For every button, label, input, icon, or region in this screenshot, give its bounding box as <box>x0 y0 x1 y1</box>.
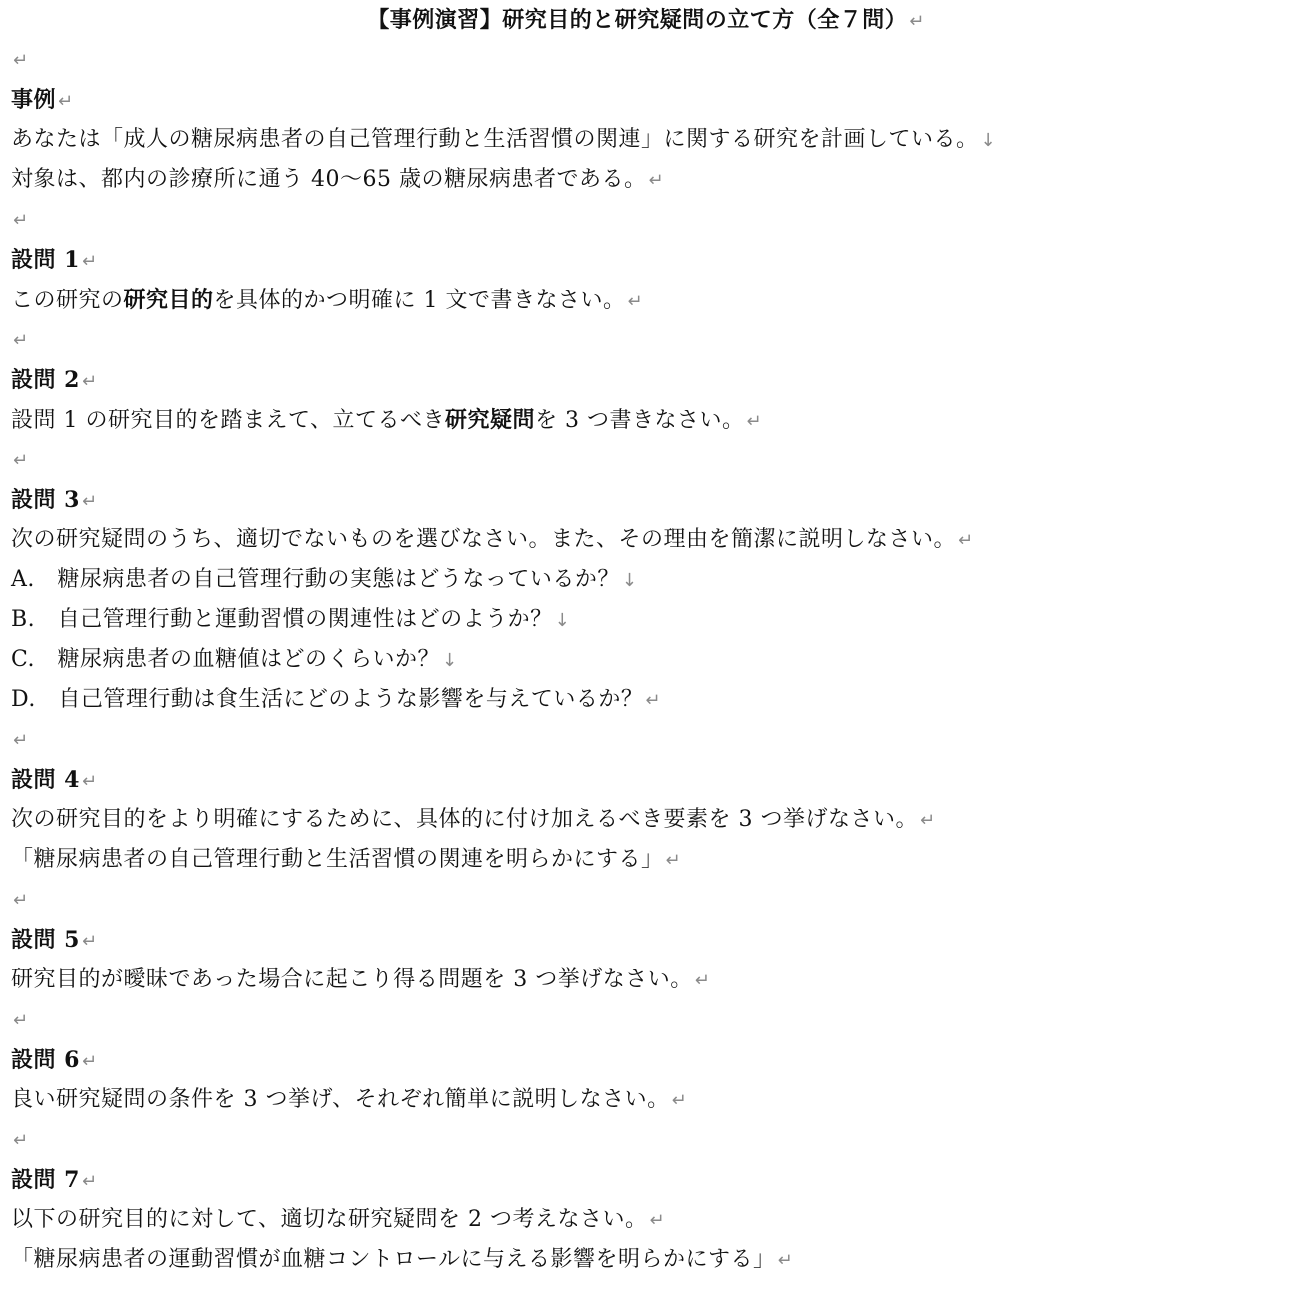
paragraph-mark-icon <box>958 530 974 551</box>
paragraph-mark-icon <box>13 330 29 351</box>
paragraph-mark-icon <box>628 291 644 312</box>
emphasis-text: 研究疑問 <box>445 407 536 433</box>
case-heading: 事例 ↵ <box>11 80 1284 120</box>
empty-paragraph <box>11 1120 1284 1160</box>
empty-paragraph <box>11 40 1284 80</box>
empty-paragraph <box>11 720 1284 760</box>
line-break-mark-icon <box>442 650 458 671</box>
empty-paragraph <box>11 440 1284 480</box>
paragraph-mark-icon <box>82 1051 98 1072</box>
paragraph-mark-icon <box>82 371 98 392</box>
paragraph-mark-icon <box>666 850 682 871</box>
question-3-option-a: A. 糖尿病患者の自己管理行動の実態はどうなっているか？ ↓ <box>11 560 1284 600</box>
question-4-quote: 「糖尿病患者の自己管理行動と生活習慣の関連を明らかにする」 ↵ <box>11 840 1284 880</box>
question-1-heading: 設問 1 ↵ <box>11 240 1284 280</box>
paragraph-mark-icon <box>82 251 98 272</box>
paragraph-mark-icon <box>909 11 925 32</box>
paragraph-mark-icon <box>13 1130 29 1151</box>
question-6-heading: 設問 6 ↵ <box>11 1040 1284 1080</box>
paragraph-mark-icon <box>13 50 29 71</box>
case-text-line-1: あなたは「成人の糖尿病患者の自己管理行動と生活習慣の関連」に関する研究を計画している。 ↓ <box>11 120 1284 160</box>
question-3-option-b: B. 自己管理行動と運動習慣の関連性はどのようか？ ↓ <box>11 600 1284 640</box>
empty-paragraph <box>11 1000 1284 1040</box>
question-2-text: 設問 1 の研究目的を踏まえて、立てるべき研究疑問を 3 つ書きなさい。 ↵ <box>11 400 1284 440</box>
case-text-line-2: 対象は、都内の診療所に通う 40～65 歳の糖尿病患者である。 ↵ <box>11 160 1284 200</box>
paragraph-mark-icon <box>58 91 74 112</box>
empty-paragraph <box>11 880 1284 920</box>
question-1-text: この研究の研究目的を具体的かつ明確に 1 文で書きなさい。 ↵ <box>11 280 1284 320</box>
question-3-option-c: C. 糖尿病患者の血糖値はどのくらいか？ ↓ <box>11 640 1284 680</box>
paragraph-mark-icon <box>13 450 29 471</box>
question-5-heading: 設問 5 ↵ <box>11 920 1284 960</box>
paragraph-mark-icon <box>13 210 29 231</box>
question-7-quote: 「糖尿病患者の運動習慣が血糖コントロールに与える影響を明らかにする」 ↵ <box>11 1240 1284 1280</box>
question-3-option-d: D. 自己管理行動は食生活にどのような影響を与えているか？ ↵ <box>11 680 1284 720</box>
question-7-heading: 設問 7 ↵ <box>11 1160 1284 1200</box>
title-text: 【事例演習】研究目的と研究疑問の立て方（全７問） <box>367 7 908 33</box>
question-6-text: 良い研究疑問の条件を 3 つ挙げ、それぞれ簡単に説明しなさい。 ↵ <box>11 1080 1284 1120</box>
paragraph-mark-icon <box>82 491 98 512</box>
line-break-mark-icon <box>981 130 997 151</box>
paragraph-mark-icon <box>672 1090 688 1111</box>
question-4-heading: 設問 4 ↵ <box>11 760 1284 800</box>
line-break-mark-icon <box>622 570 638 591</box>
question-3-heading: 設問 3 ↵ <box>11 480 1284 520</box>
paragraph-mark-icon <box>920 810 936 831</box>
question-3-text: 次の研究疑問のうち、適切でないものを選びなさい。また、その理由を簡潔に説明しなさい。 ↵ <box>11 520 1284 560</box>
line-break-mark-icon <box>555 610 571 631</box>
question-7-text: 以下の研究目的に対して、適切な研究疑問を 2 つ考えなさい。 ↵ <box>11 1200 1284 1240</box>
paragraph-mark-icon <box>695 970 711 991</box>
paragraph-mark-icon <box>82 931 98 952</box>
question-2-heading: 設問 2 ↵ <box>11 360 1284 400</box>
paragraph-mark-icon <box>778 1250 794 1271</box>
empty-paragraph <box>11 200 1284 240</box>
emphasis-text: 研究目的 <box>123 287 214 313</box>
paragraph-mark-icon <box>648 170 664 191</box>
paragraph-mark-icon <box>747 411 763 432</box>
document-title <box>0 0 1292 40</box>
question-4-text: 次の研究目的をより明確にするために、具体的に付け加えるべき要素を 3 つ挙げなさい。 ↵ <box>11 800 1284 840</box>
question-5-text: 研究目的が曖昧であった場合に起こり得る問題を 3 つ挙げなさい。 ↵ <box>11 960 1284 1000</box>
paragraph-mark-icon <box>13 730 29 751</box>
paragraph-mark-icon <box>82 771 98 792</box>
paragraph-mark-icon <box>13 1010 29 1031</box>
paragraph-mark-icon <box>650 1210 666 1231</box>
paragraph-mark-icon <box>82 1171 98 1192</box>
paragraph-mark-icon <box>645 690 661 711</box>
paragraph-mark-icon <box>13 890 29 911</box>
empty-paragraph <box>11 320 1284 360</box>
